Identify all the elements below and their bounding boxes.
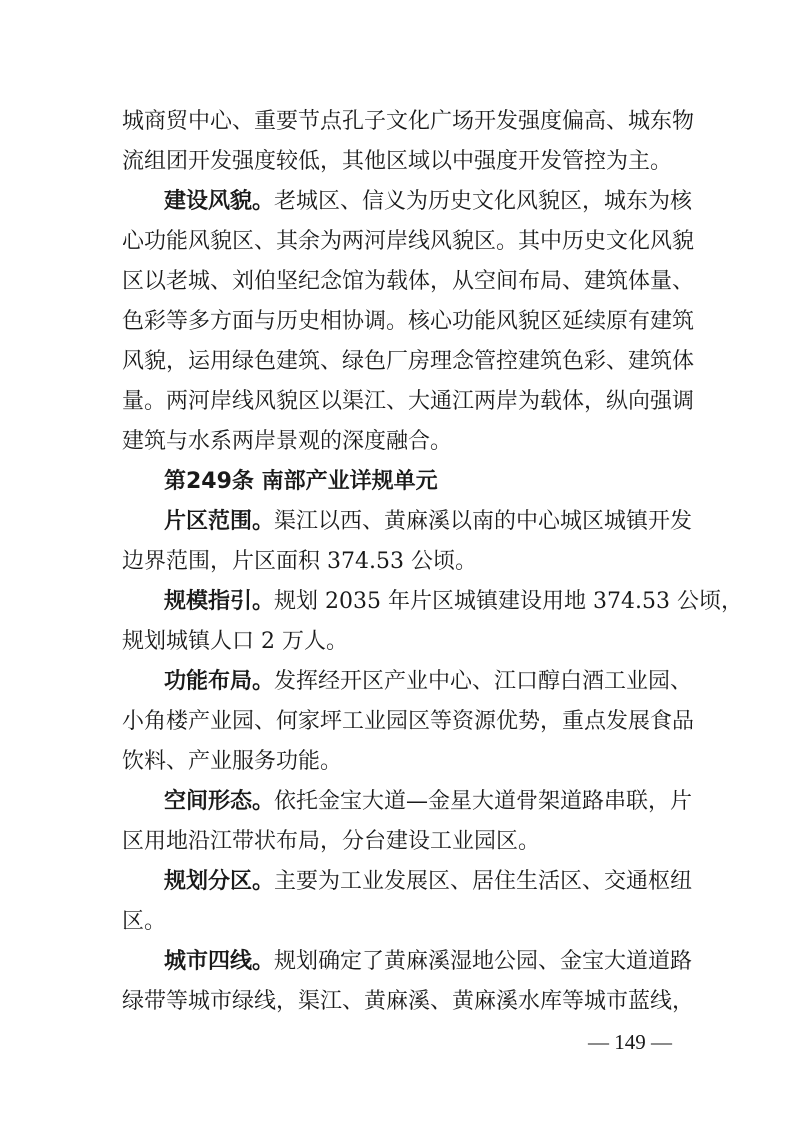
body-line: 小角楼产业园、何家坪工业园区等资源优势，重点发展食品 xyxy=(122,709,695,734)
paragraph-heading: 片区范围。 xyxy=(164,509,275,534)
body-line: 风貌，运用绿色建筑、绿色厂房理念管控建筑色彩、建筑体 xyxy=(122,349,695,374)
paragraph-heading: 城市四线。 xyxy=(164,949,275,974)
paragraph-heading: 规划分区。 xyxy=(164,869,275,894)
body-line: 规划城镇人口 2 万人。 xyxy=(122,629,348,654)
paragraph-heading: 规模指引。 xyxy=(164,589,275,614)
body-line: 区用地沿江带状布局，分台建设工业园区。 xyxy=(122,829,541,854)
paragraph-line: 片区范围。渠江以西、黄麻溪以南的中心城区城镇开发 xyxy=(164,509,693,534)
paragraph-line: 规模指引。规划 2035 年片区城镇建设用地 374.53 公顷， xyxy=(164,589,743,614)
paragraph-heading: 建设风貌。 xyxy=(164,189,275,214)
paragraph-heading: 功能布局。 xyxy=(164,669,275,694)
body-line: 边界范围，片区面积 374.53 公顷。 xyxy=(122,549,477,574)
paragraph-line: 功能布局。发挥经开区产业中心、江口醇白酒工业园、 xyxy=(164,669,693,694)
paragraph-line: 建设风貌。老城区、信义为历史文化风貌区，城东为核 xyxy=(164,189,693,214)
body-line: 心功能风貌区、其余为两河岸线风貌区。其中历史文化风貌 xyxy=(122,229,695,254)
body-line: 区。 xyxy=(122,909,167,934)
paragraph-line: 规划分区。主要为工业发展区、居住生活区、交通枢纽 xyxy=(164,869,693,894)
paragraph-line: 空间形态。依托金宝大道—金星大道骨架道路串联，片 xyxy=(164,789,693,814)
body-line: 量。两河岸线风貌区以渠江、大通江两岸为载体，纵向强调 xyxy=(122,389,695,414)
paragraph-heading: 空间形态。 xyxy=(164,789,275,814)
body-line: 绿带等城市绿线，渠江、黄麻溪、黄麻溪水库等城市蓝线， xyxy=(122,989,695,1014)
page-number: — 149 — xyxy=(588,1030,672,1054)
paragraph-line: 城市四线。规划确定了黄麻溪湿地公园、金宝大道道路 xyxy=(164,949,693,974)
article-heading: 第249条 南部产业详规单元 xyxy=(164,469,438,494)
body-line: 区以老城、刘伯坚纪念馆为载体，从空间布局、建筑体量、 xyxy=(122,269,695,294)
body-line: 饮料、产业服务功能。 xyxy=(122,749,343,774)
body-line: 城商贸中心、重要节点孔子文化广场开发强度偏高、城东物 xyxy=(122,109,695,134)
body-line: 建筑与水系两岸景观的深度融合。 xyxy=(122,429,453,454)
body-line: 流组团开发强度较低，其他区域以中强度开发管控为主。 xyxy=(122,149,673,174)
body-line: 色彩等多方面与历史相协调。核心功能风貌区延续原有建筑 xyxy=(122,309,695,334)
